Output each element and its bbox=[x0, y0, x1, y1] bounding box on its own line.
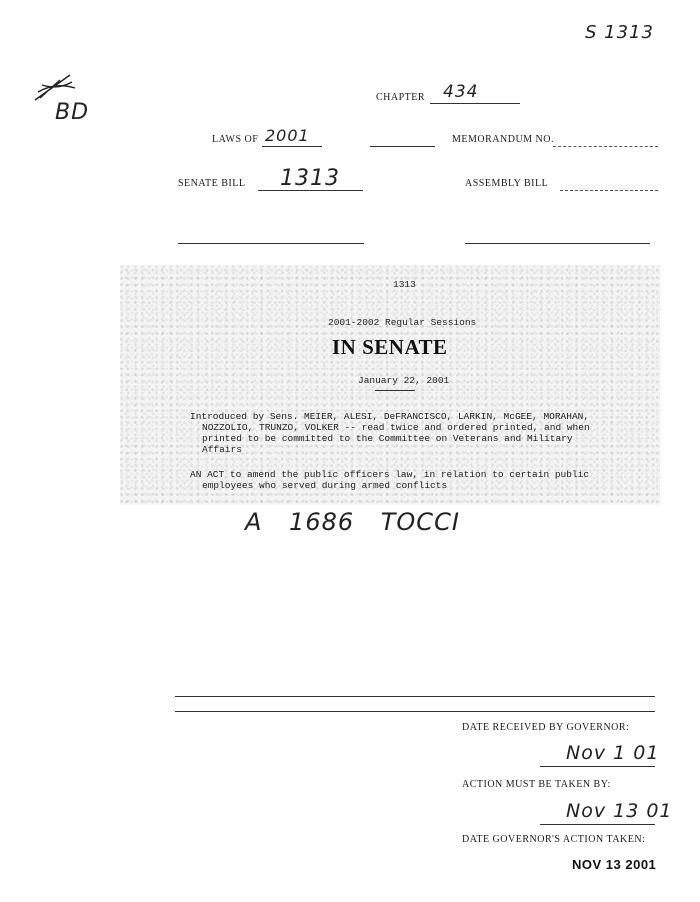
date-received-value: Nov 1 01 bbox=[566, 742, 660, 764]
bill-number: 1313 bbox=[393, 279, 416, 290]
date-underline bbox=[375, 390, 415, 391]
action-deadline-value: Nov 13 01 bbox=[566, 800, 673, 822]
act-paragraph bbox=[190, 469, 630, 491]
assembly-bill-line bbox=[560, 190, 658, 191]
act-line-2: employees who served during armed conflicts bbox=[202, 480, 448, 491]
act-line-1: AN ACT to amend the public officers law, in relation to certain public bbox=[190, 469, 590, 480]
senate-bill-value: 1313 bbox=[280, 166, 340, 191]
assembly-bill-handwritten: A 1686 TOCCI bbox=[245, 508, 460, 536]
blank-line-right bbox=[465, 243, 650, 244]
laws-line-extension bbox=[370, 146, 435, 147]
laws-value: 2001 bbox=[265, 126, 310, 145]
introduced-line-3: printed to be committed to the Committee on Veterans and Military bbox=[202, 433, 573, 444]
action-taken-label: DATE GOVERNOR'S ACTION TAKEN: bbox=[462, 834, 646, 845]
chapter-value: 434 bbox=[443, 82, 479, 102]
action-taken-stamp: NOV 13 2001 bbox=[572, 857, 657, 872]
introduced-line-4: Affairs bbox=[202, 444, 242, 455]
action-deadline-label: ACTION MUST BE TAKEN BY: bbox=[462, 779, 611, 790]
chapter-label: CHAPTER bbox=[376, 92, 426, 103]
corner-handwritten-note: S 1313 bbox=[585, 22, 654, 43]
session-label: 2001-2002 Regular Sessions bbox=[328, 317, 477, 328]
introduced-line-1: Introduced by Sens. MEIER, ALESI, DeFRANCISCO, LARKIN, McGEE, MORAHAN, bbox=[190, 411, 590, 422]
date-received-label: DATE RECEIVED BY GOVERNOR: bbox=[462, 722, 630, 733]
laws-label: LAWS OF bbox=[212, 134, 259, 145]
date-received-line bbox=[540, 766, 655, 767]
assembly-bill-label: ASSEMBLY BILL bbox=[465, 178, 549, 189]
introduced-line-2: NOZZOLIO, TRUNZO, VOLKER -- read twice and ordered printed, and when bbox=[202, 422, 590, 433]
margin-initials: BD bbox=[55, 100, 90, 125]
house-title: IN SENATE bbox=[332, 335, 448, 359]
divider-line-1 bbox=[175, 696, 655, 697]
action-deadline-line bbox=[540, 824, 655, 825]
senate-bill-line bbox=[258, 190, 363, 191]
blank-line-left bbox=[178, 243, 364, 244]
senate-bill-label: SENATE BILL bbox=[178, 178, 246, 189]
introduced-paragraph bbox=[190, 411, 630, 455]
laws-line bbox=[262, 146, 322, 147]
bill-stamp-block bbox=[120, 265, 660, 505]
chapter-line bbox=[430, 103, 520, 104]
divider-line-2 bbox=[175, 711, 655, 712]
memorandum-line bbox=[553, 146, 658, 147]
memorandum-label: MEMORANDUM NO. bbox=[452, 134, 555, 145]
introduction-date: January 22, 2001 bbox=[358, 375, 450, 386]
